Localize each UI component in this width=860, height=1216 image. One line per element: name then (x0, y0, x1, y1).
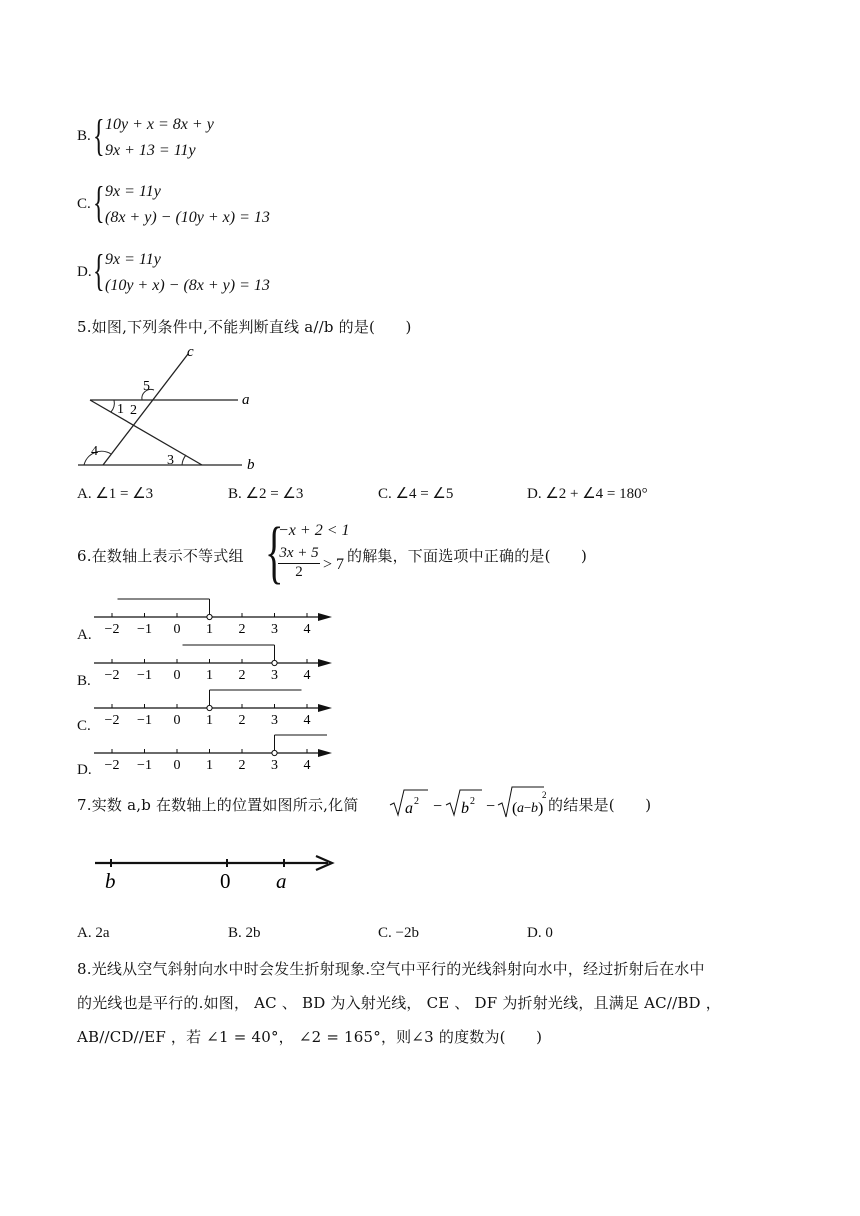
tick-label: 2 (238, 668, 246, 683)
option-label: D. (77, 264, 92, 280)
tick-label: 4 (303, 758, 311, 773)
tick-label: 4 (303, 713, 311, 728)
q6-fraction (278, 545, 320, 581)
q6-ineq1: −x + 2 < 1 (278, 522, 350, 539)
label-b: b (247, 457, 255, 473)
endpoint-circle (207, 614, 212, 619)
q7-expression (388, 784, 546, 820)
label-3: 3 (167, 453, 174, 468)
q7-number-line (90, 848, 340, 894)
endpoint-circle (272, 750, 277, 755)
tick-label: 2 (238, 758, 246, 773)
svg-text:b: b (531, 801, 538, 816)
svg-text:2: 2 (470, 796, 475, 807)
axis-arrow (318, 749, 332, 757)
q5-option-b: B. ∠2 = ∠3 (228, 486, 304, 502)
tick-label: −2 (104, 758, 120, 773)
tick-label: 4 (303, 668, 311, 683)
svg-text:a: a (517, 801, 524, 816)
axis-arrow (318, 659, 332, 667)
q8-line1: 8.光线从空气斜射向水中时会发生折射现象.空气中平行的光线斜射向水中，经过折射后在水中 (77, 960, 705, 978)
svg-text:(: ( (512, 800, 518, 817)
q8-line2: 的光线也是平行的.如图， AC 、 BD 为入射光线， CE 、 DF 为折射光线，且满足 AC//BD ， (77, 994, 721, 1012)
q6-ineq2-rhs: > 7 (323, 556, 345, 573)
angle-3-arc (182, 455, 186, 465)
axis-arrow (318, 613, 332, 621)
number-line (90, 636, 340, 686)
svg-text:−: − (433, 798, 443, 815)
tick-label: 1 (206, 713, 213, 728)
tick-label: 4 (303, 622, 311, 637)
option-label: C. (77, 718, 91, 734)
fraction-numerator: 3x + 5 (278, 545, 320, 564)
svg-text:b: b (461, 800, 469, 817)
q5-figure (70, 340, 270, 475)
q5-stem: 5.如图,下列条件中,不能判断直线 a//b 的是( ) (77, 318, 412, 336)
q5-option-d: D. ∠2 + ∠4 = 180° (527, 486, 648, 502)
equation: 9x + 13 = 11y (105, 142, 196, 159)
tick-label: 3 (271, 622, 278, 637)
brace: { (93, 111, 105, 160)
tick-label: 0 (173, 668, 181, 683)
q5-option-a: A. ∠1 = ∠3 (77, 486, 154, 502)
brace: { (93, 246, 105, 295)
q8-line3: AB//CD//EF ，若 ∠1 = 40°， ∠2 = 165°，则∠3 的度数为( ) (77, 1028, 543, 1046)
tick-label: 0 (173, 713, 181, 728)
number-line (90, 681, 340, 731)
svg-text:−: − (486, 798, 496, 815)
equation: 9x = 11y (105, 183, 161, 200)
tick-label: −1 (137, 668, 152, 683)
option-label: A. (77, 627, 92, 643)
tick-label: −2 (104, 713, 120, 728)
tick-label: 1 (206, 668, 213, 683)
q7-option-b: B. 2b (228, 925, 261, 941)
svg-text:2: 2 (542, 790, 547, 800)
tick-label: 0 (173, 758, 181, 773)
number-line (90, 726, 340, 776)
label-4: 4 (91, 444, 98, 459)
q7-option-d: D. 0 (527, 925, 553, 941)
equation: 9x = 11y (105, 251, 161, 268)
q7-stem-after: 的结果是( ) (548, 796, 652, 814)
label-5: 5 (143, 379, 150, 394)
label-a: a (242, 392, 250, 408)
tick-label: 1 (206, 758, 213, 773)
tick-label: 3 (271, 713, 278, 728)
tick-label: 3 (271, 758, 278, 773)
equation: 10y + x = 8x + y (105, 116, 214, 133)
q7-option-c: C. −2b (378, 925, 419, 941)
option-label: D. (77, 762, 92, 778)
q6-stem-before: 6.在数轴上表示不等式组 (77, 547, 244, 565)
q7-option-a: A. 2a (77, 925, 110, 941)
tick-label: −2 (104, 668, 120, 683)
endpoint-circle (272, 660, 277, 665)
brace: { (265, 514, 284, 591)
svg-text:a: a (405, 800, 413, 817)
tick-label: 2 (238, 713, 246, 728)
svg-text:2: 2 (414, 796, 419, 807)
option-label: B. (77, 673, 91, 689)
label-2: 2 (130, 403, 137, 418)
label-c: c (187, 344, 194, 360)
q6-stem-after: 的解集，下面选项中正确的是( ) (347, 547, 588, 565)
tick-label: 2 (238, 622, 246, 637)
axis-label-a: a (276, 869, 287, 893)
svg-text:): ) (538, 800, 544, 817)
q6-number-lines (0, 590, 400, 780)
fraction-denominator: 2 (295, 564, 303, 580)
number-line (90, 590, 340, 640)
tick-label: −2 (104, 622, 120, 637)
endpoint-circle (207, 705, 212, 710)
line-c (103, 354, 188, 465)
tick-label: −1 (137, 758, 152, 773)
option-label: C. (77, 196, 91, 212)
tick-label: −1 (137, 622, 152, 637)
tick-label: 3 (271, 668, 278, 683)
tick-label: 1 (206, 622, 213, 637)
axis-label-b: b (105, 869, 116, 893)
tick-label: −1 (137, 713, 152, 728)
svg-text:−: − (524, 800, 532, 815)
tick-label: 0 (173, 622, 181, 637)
brace: { (93, 178, 105, 227)
label-1: 1 (117, 402, 124, 417)
equation: (8x + y) − (10y + x) = 13 (105, 209, 270, 226)
angle-1-arc (111, 400, 114, 412)
q5-option-c: C. ∠4 = ∠5 (378, 486, 454, 502)
q7-stem-before: 7.实数 a,b 在数轴上的位置如图所示,化简 (77, 796, 359, 814)
axis-label-zero: 0 (220, 869, 231, 893)
axis-arrow (318, 704, 332, 712)
equation: (10y + x) − (8x + y) = 13 (105, 277, 270, 294)
option-label: B. (77, 128, 91, 144)
